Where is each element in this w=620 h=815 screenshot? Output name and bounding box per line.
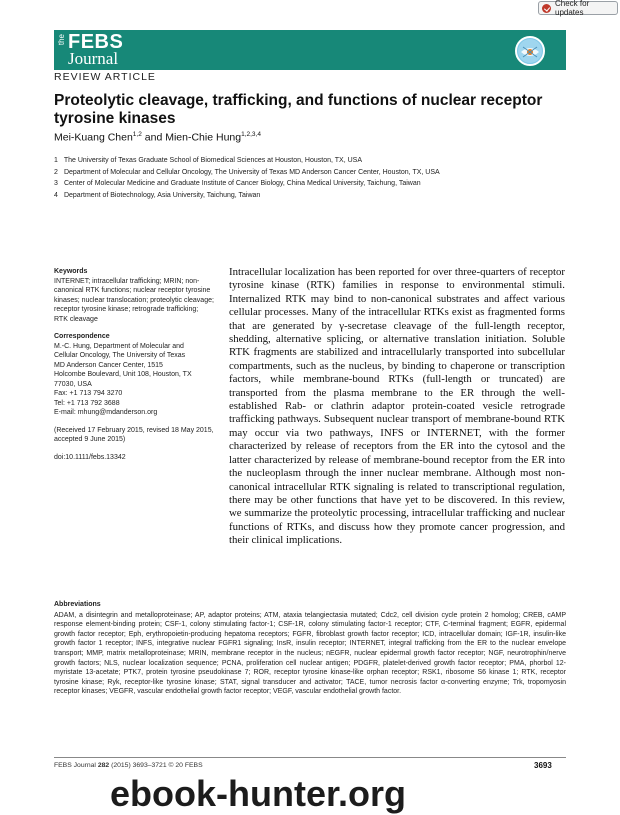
correspondence-line: MD Anderson Cancer Center, 1515 <box>54 361 163 369</box>
correspondence-line: M.-C. Hung, Department of Molecular and <box>54 342 184 350</box>
author-list <box>54 131 261 144</box>
abbreviations-text: ADAM, a disintegrin and metalloproteinase; AP, adaptor proteins; ATM, ataxia telangiectasia mutated; Cdc2, cell division cycle protein 2 homolog; CREB, cAMP response element-binding protein; CSF-1, colony stimulating factor-1; CSF-1R, colony stimulating factor-1 receptor; CTF, C-terminal fragment; EGFR, epidermal growth factor receptor; Eph, erythropoietin-producing hepatoma receptors; FGFR, fibroblast growth factor receptor; ICD, intracellular domain; IGF-1R, insulin-like growth factor 1 receptor; INFS, integrative nuclear FGFR1 signaling; InsR, insulin receptor; INTERNET, integral trafficking from the ER to the nuclear envelope transport; MMP, matrix metalloproteinase; MRIN, membrane receptor in the nucleus; nEGFR, nuclear epidermal growth factor receptor; NGF, neurotrophin/nerve growth factors; NLS, nuclear localization sequence; PCNA, proliferation cell nuclear antigen; PDGFR, platelet-derived growth factor receptor; PMA, phorbol 12-myristate 13-acetate; PTK7, protein tyrosine pseudokinase 7; ROR, receptor tyrosine kinase-like orphan receptor; RSK1, ribosome S6 kinase 1; RTK, receptor tyrosine kinase; Ryk, receptor-like tyrosine kinase; STAT, signal transducer and activator; TACE, tumor necrosis factor α-converting enzyme; Trk, tropomyosin receptor kinases; VEGFR, vascular endothelial growth factor receptor; VEGF, vascular endothelial growth factor. <box>54 611 566 696</box>
correspondence-email[interactable]: E-mail: mhung@mdanderson.org <box>54 409 158 416</box>
footer-pages: (2015) 3693–3721 © 20 <box>111 762 183 769</box>
logo-journal: Journal <box>68 49 119 68</box>
check-for-updates-label: Check for updates <box>555 0 590 17</box>
abbreviations-heading: Abbreviations <box>54 601 101 608</box>
footer-journal: FEBS Journal <box>54 762 96 769</box>
affiliations <box>54 155 440 201</box>
journal-header-band <box>54 30 566 70</box>
check-for-updates-badge[interactable] <box>538 1 618 15</box>
correspondence-line: Holcombe Boulevard, Unit 108, Houston, TX <box>54 371 192 378</box>
footer-volume: 282 <box>97 762 110 769</box>
correspondence-heading: Correspondence <box>54 333 110 340</box>
footer-publisher: FEBS <box>184 762 203 769</box>
logo-febs: FEBS <box>68 31 124 53</box>
febs-emblem-icon <box>515 36 545 66</box>
paper-title: Proteolytic cleavage, trafficking, and functions of nuclear receptor tyrosine kinases <box>54 92 543 127</box>
received-dates: (Received 17 February 2015, revised 18 May 2015, accepted 9 June 2015) <box>54 426 214 443</box>
doi[interactable]: doi:10.1111/febs.13342 <box>54 453 126 461</box>
watermark: ebook-hunter.org <box>110 773 406 814</box>
author-affil-marks: 1,2 <box>132 131 142 138</box>
abstract: Intracellular localization has been reported for over three-quarters of receptor tyrosine kinase (RTK) families in response to environmental stimuli. Internalized RTK may bind to non-canonical substrates and affect various cellular processes. Many of the intracellular RTKs exist as fragmented forms that are generated by γ-secretase cleavage of the full-length receptor, shedding, alternative splicing, or alternative translation initiation. Soluble RTK fragments are stabilized and intracellularly transported into subcellular compartments, such as the nucleus, by binding to chaperone or transcription factors, while membrane-bound RTKs (full-length or truncated) are transported from the plasma membrane to the ER through the well-established Rab- or clathrin adaptor protein-coated vesicle retrograde trafficking pathways. Subsequent nuclear transport of membrane-bound RTK may occur via two pathways, INFS or INTERNET, with the former characterized by release of receptors from the ER into the cytosol and the latter characterized by release of membrane-bound receptor from the ER into the nucleoplasm through the inner nuclear membrane. Although most non-canonical intracellular RTK signaling is related to transcriptional regulation, there may be other functions that have yet to be discovered. In this review, we summarize the proteolytic processing, intracellular trafficking and nuclear functions of RTKs, and discuss how they promote cancer progression, and their clinical implications. <box>229 266 565 547</box>
author-name: Mien-Chie Hung <box>165 131 242 144</box>
abbreviations-block <box>54 600 566 697</box>
correspondence-line: 77030, USA <box>54 380 92 388</box>
affiliation-item: 3 Center of Molecular Medicine and Graduate Institute of Cancer Biology, China Medical University, Taichung, Taiwan <box>54 180 421 187</box>
sidebar-metadata <box>54 267 214 470</box>
affiliation-item: 2 Department of Molecular and Cellular Oncology, The University of Texas MD Anderson Cancer Center, Houston, TX, USA <box>54 168 440 176</box>
keywords-text: INTERNET; intracellular trafficking; MRIN; non-canonical RTK functions; nuclear receptor tyrosine kinases; nuclear translocation; proteolytic cleavage; receptor tyrosine kinase; retrograde trafficking; RTK cleavage <box>54 277 214 323</box>
article-type: REVIEW ARTICLE <box>54 71 156 83</box>
logo-the: the <box>57 34 66 46</box>
keywords-block <box>54 267 214 324</box>
affiliation-item: 4 Department of Biotechnology, Asia University, Taichung, Taiwan <box>54 191 261 199</box>
affiliation-item: 1 The University of Texas Graduate School of Biomedical Sciences at Houston, Houston, TX, USA <box>54 157 362 164</box>
author-joiner: and <box>144 131 163 144</box>
footer-citation <box>54 762 203 769</box>
page-number: 3693 <box>534 761 552 770</box>
correspondence-line: Cellular Oncology, The University of Texas <box>54 352 186 359</box>
correspondence-block <box>54 332 214 418</box>
author-affil-marks: 1,2,3,4 <box>241 131 261 138</box>
correspondence-line: Tel: +1 713 792 3688 <box>54 399 120 407</box>
correspondence-line: Fax: +1 713 794 3270 <box>54 390 123 397</box>
footer-divider <box>54 757 566 758</box>
keywords-heading: Keywords <box>54 268 88 275</box>
author-name: Mei-Kuang Chen <box>54 131 133 144</box>
check-icon <box>542 4 551 13</box>
